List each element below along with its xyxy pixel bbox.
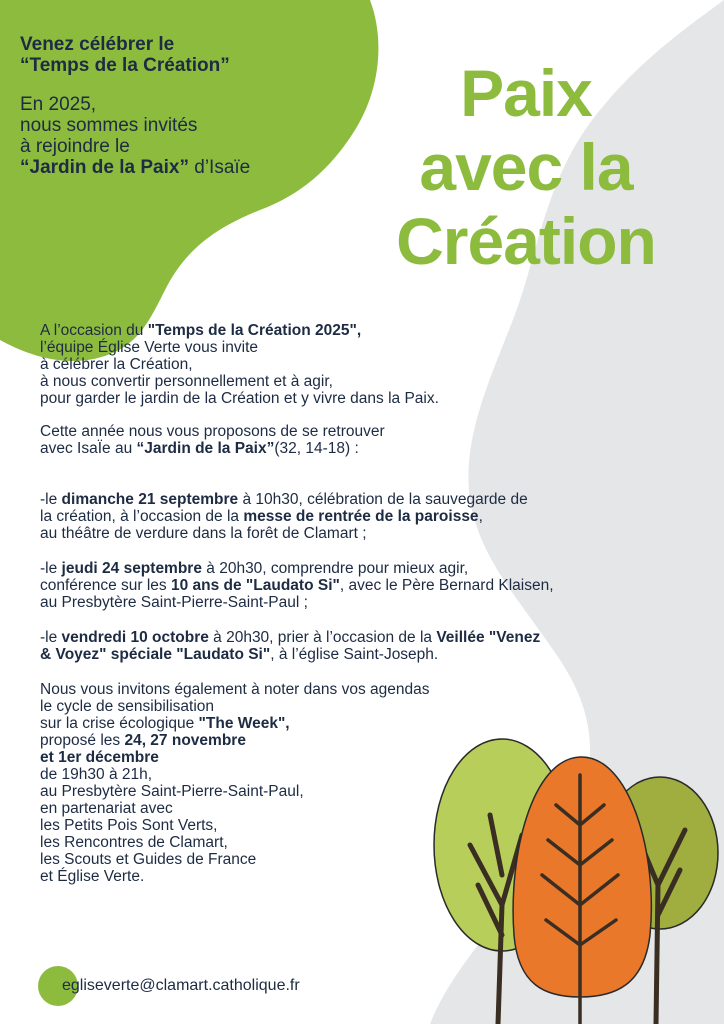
event-2-line-2 [40,577,680,594]
event-1-line-2 [40,508,680,525]
e3-date: vendredi 10 octobre [61,629,209,646]
p2-line-1: Cette année nous vous proposons de se retrouver [40,423,385,440]
e1-occasion: la création, à l’occasion de la [40,508,244,525]
event-3-line-2 [40,646,680,663]
week-line-3 [40,715,680,732]
event-1-line-1 [40,491,680,508]
e3-place: , à l’église Saint-Joseph. [270,646,439,663]
intro-sub-line-2: nous sommes invités [20,115,198,136]
e2-conf: conférence sur les [40,577,171,594]
e1-date: dimanche 21 septembre [61,491,239,508]
intro-sub-line-3: à rejoindre le [20,136,130,157]
week-line-10: les Rencontres de Clamart, [40,834,228,851]
e2-prefix: -le [40,560,62,577]
week-line-7: au Presbytère Saint-Pierre-Saint-Paul, [40,783,304,800]
event-3-line-1 [40,629,680,646]
week-line-2: le cycle de sensibilisation [40,698,215,715]
e1-prefix: -le [40,491,62,508]
event-2-line-1 [40,560,680,577]
intro-lead-line-1: Venez célébrer le [20,34,175,55]
intro-jardin-bold: “Jardin de la Paix” [20,157,189,178]
intro-sub-line-4 [20,157,320,178]
e2-date: jeudi 24 septembre [61,560,202,577]
p2-jardin-bold: “Jardin de la Paix” [136,440,275,457]
e3-time: à 20h30, prier à l’occasion de la [208,629,437,646]
week-line-8: en partenariat avec [40,800,173,817]
e1-messe: messe de rentrée de la paroisse [243,508,479,525]
week-line-9: les Petits Pois Sont Verts, [40,817,218,834]
title-line-1: Paix [460,56,592,130]
event-1-line-3: au théâtre de verdure dans la forêt de Clamart ; [40,525,367,542]
intro-isaie: d’Isaïe [188,157,251,178]
e3-veillee: Veillée "Venez [436,629,541,646]
p1-line-3: à célébrer la Création, [40,356,193,373]
trees-illustration-icon [430,735,724,1024]
w4-dates: 24, 27 novembre [124,732,246,749]
week-line-12: et Église Verte. [40,868,145,885]
title-line-2: avec la [419,130,633,204]
p2-line-2 [40,440,680,457]
intro-block [20,34,320,178]
e1-time: à 10h30, célébration de la sauvegarde de [238,491,528,508]
p1-line-2: l’équipe Église Verte vous invite [40,339,258,356]
w4-propose: proposé les [40,732,125,749]
email-link[interactable]: egliseverte@clamart.catholique.fr [62,977,300,994]
intro-sub-line-1: En 2025, [20,94,97,115]
e3-voyez: & Voyez" spéciale "Laudato Si" [40,646,271,663]
week-line-1: Nous vous invitons également à noter dans vos agendas [40,681,430,698]
contact-block [38,966,300,1006]
intro-sub [20,94,320,178]
p1-line-5: pour garder le jardin de la Création et y vivre dans la Paix. [40,390,439,407]
w3-crise: sur la crise écologique [40,715,199,732]
e2-laudato: 10 ans de "Laudato Si" [170,577,340,594]
p1-line-1 [40,322,680,339]
week-line-11: les Scouts et Guides de France [40,851,257,868]
p1-temps-bold: "Temps de la Création 2025", [147,322,362,339]
p2-ref: (32, 14-18) : [274,440,359,457]
p1-occasion: A l’occasion du [40,322,148,339]
week-line-6: de 19h30 à 21h, [40,766,153,783]
title-line-3: Création [396,204,656,278]
page-title [340,56,712,278]
e3-prefix: -le [40,629,62,646]
e2-speaker: , avec le Père Bernard Klaisen, [339,577,554,594]
p1-line-4: à nous convertir personnellement et à agir, [40,373,333,390]
w3-theweek: "The Week", [198,715,290,732]
p2-isaie: avec IsaÏe au [40,440,137,457]
w5-date: et 1er décembre [40,749,159,766]
event-2-line-3: au Presbytère Saint-Pierre-Saint-Paul ; [40,594,308,611]
e1-comma: , [478,508,483,525]
intro-lead [20,34,320,76]
intro-lead-line-2: “Temps de la Création” [20,55,230,76]
e2-time: à 20h30, comprendre pour mieux agir, [201,560,469,577]
